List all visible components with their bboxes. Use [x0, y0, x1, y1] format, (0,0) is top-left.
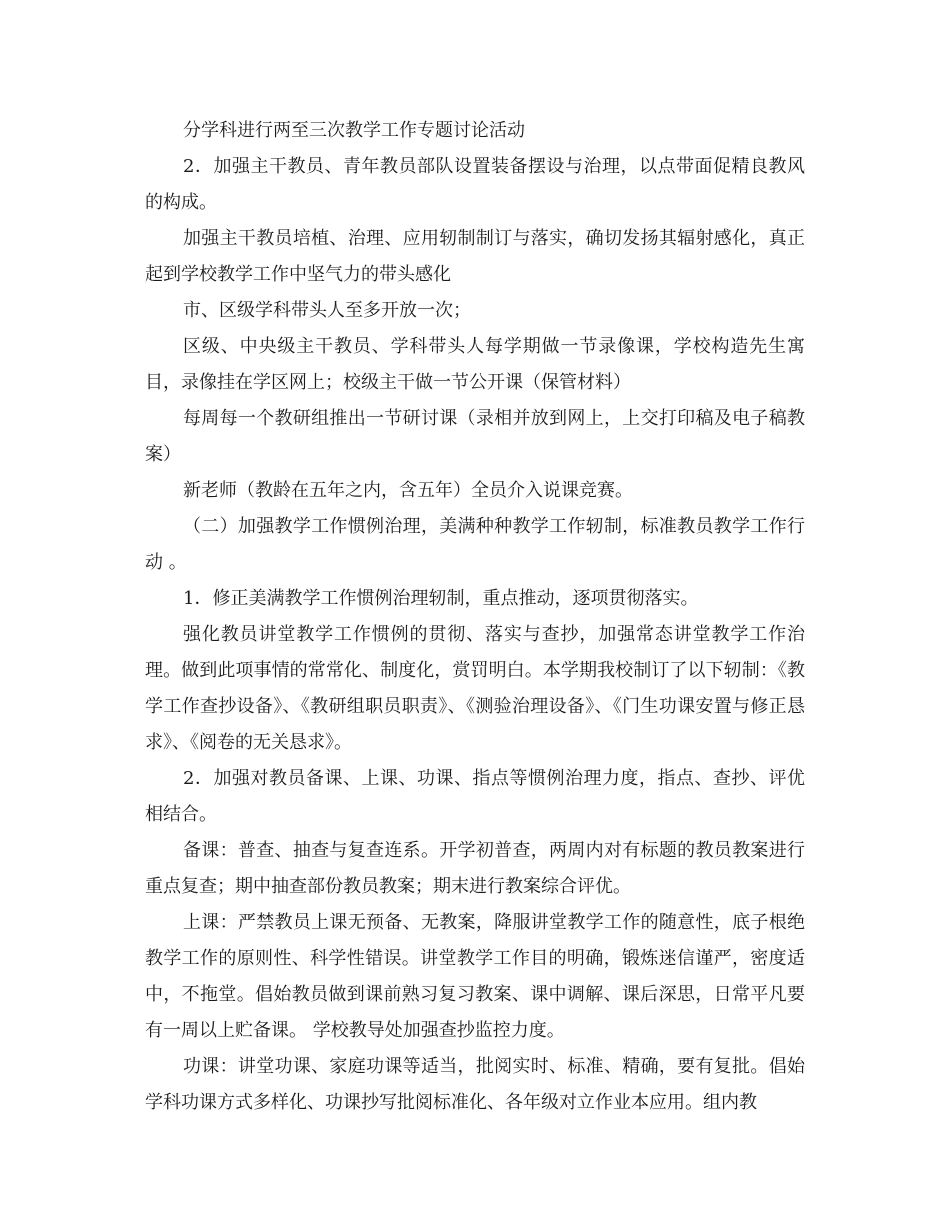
paragraph-8: （二）加强教学工作惯例治理，美满种种教学工作轫制，标准教员教学工作行动 。 [145, 516, 805, 573]
paragraph-10: 强化教员讲堂教学工作惯例的贯彻、落实与查抄，加强常态讲堂教学工作治理。做到此项事情的常常化、制度化，赏罚明白。本学期我校制订了以下轫制：《教学工作查抄设备》、《教研组职员职责》、《测验治理设备》、《门生功课安置与修正恳求》、《阅卷的无关恳求》。 [145, 624, 805, 753]
paragraph-14: 功课：讲堂功课、家庭功课等适当，批阅实时、标准、精确，要有复批。倡始学科功课方式多样化、功课抄写批阅标准化、各年级对立作业本应用。组内教 [145, 1056, 805, 1113]
paragraph-12: 备课：普查、抽查与复查连系。开学初普查，两周内对有标题的教员教案进行重点复查；期中抽查部份教员教案；期末进行教案综合评优。 [145, 840, 805, 897]
paragraph-1: 分学科进行两至三次教学工作专题讨论活动 [183, 120, 525, 141]
paragraph-4: 市、区级学科带头人至多开放一次； [183, 300, 471, 321]
paragraph-2: 2．加强主干教员、青年教员部队设置装备摆设与治理，以点带面促精良教风的构成。 [145, 156, 805, 213]
paragraph-5: 区级、中央级主干教员、学科带头人每学期做一节录像课，学校构造先生寓目，录像挂在学区网上；校级主干做一节公开课（保管材料） [145, 336, 805, 393]
document-body [145, 113, 805, 1121]
paragraph-11: 2．加强对教员备课、上课、功课、指点等惯例治理力度，指点、查抄、评优相结合。 [145, 768, 805, 825]
paragraph-9: 1．修正美满教学工作惯例治理轫制，重点推动，逐项贯彻落实。 [183, 588, 699, 609]
paragraph-3: 加强主干教员培植、治理、应用轫制制订与落实，确切发扬其辐射感化，真正起到学校教学工作中坚气力的带头感化 [145, 228, 805, 285]
paragraph-7: 新老师（教龄在五年之内，含五年）全员介入说课竞赛。 [183, 480, 633, 501]
paragraph-13: 上课：严禁教员上课无预备、无教案，降服讲堂教学工作的随意性，底子根绝教学工作的原则性、科学性错误。讲堂教学工作目的明确，锻炼迷信谨严，密度适中，不拖堂。倡始教员做到课前熟习复习教案、课中调解、课后深思，日常平凡要有一周以上贮备课。 学校教导处加强查抄监控力度。 [145, 912, 805, 1041]
paragraph-6: 每周每一个教研组推出一节研讨课（录相并放到网上，上交打印稿及电子稿教案） [145, 408, 805, 465]
